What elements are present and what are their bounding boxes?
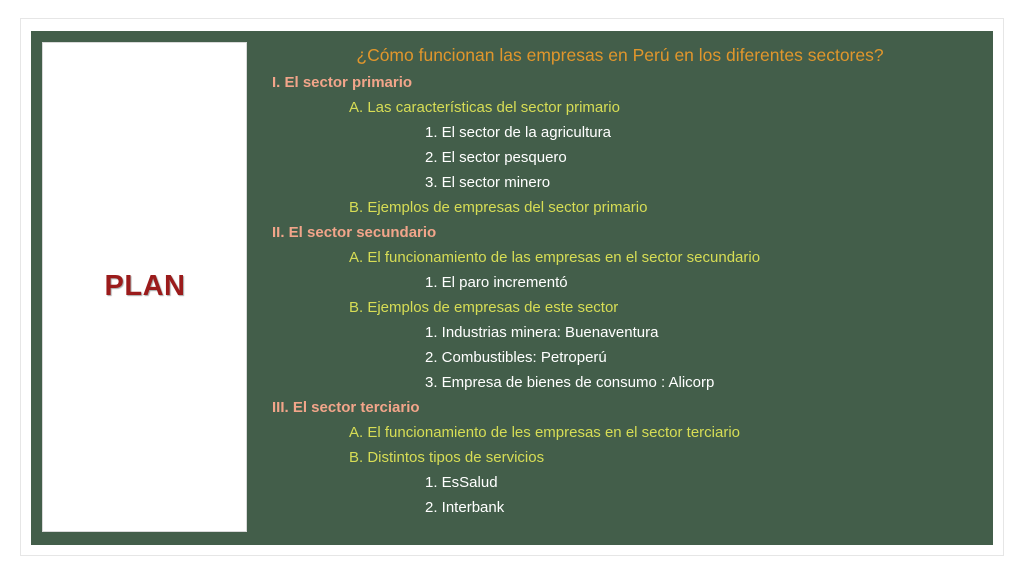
outline-item-level-3: 1. El sector de la agricultura bbox=[425, 124, 611, 141]
outline-item-level-3: 2. Combustibles: Petroperú bbox=[425, 349, 607, 366]
outline-item-level-2: B. Distintos tipos de servicios bbox=[349, 449, 545, 466]
outline-item-level-1: II. El sector secundario bbox=[272, 224, 437, 241]
outline-item-level-2: A. Las características del sector primario bbox=[349, 99, 620, 116]
outline-item-level-3: 1. El paro incrementó bbox=[425, 274, 568, 291]
outline-item-level-1: I. El sector primario bbox=[272, 74, 413, 91]
outline-item-level-3: 2. Interbank bbox=[425, 499, 505, 516]
outline-item-level-3: 3. Empresa de bienes de consumo : Alicorp bbox=[425, 374, 715, 391]
outline-item-level-3: 1. Industrias minera: Buenaventura bbox=[425, 324, 659, 341]
outline-item-level-2: A. El funcionamiento de las empresas en el sector secundario bbox=[349, 249, 761, 266]
outline-item-level-3: 3. El sector minero bbox=[425, 174, 551, 191]
plan-title: PLAN bbox=[104, 270, 186, 302]
outline-item-level-2: B. Ejemplos de empresas de este sector bbox=[349, 299, 619, 316]
outline-item-level-3: 2. El sector pesquero bbox=[425, 149, 567, 166]
slide-title: ¿Cómo funcionan las empresas en Perú en los diferentes sectores? bbox=[356, 45, 884, 65]
outline-item-level-3: 1. EsSalud bbox=[425, 474, 498, 491]
outline-item-level-2: A. El funcionamiento de les empresas en el sector terciario bbox=[349, 424, 741, 441]
outline-item-level-1: III. El sector terciario bbox=[272, 399, 420, 416]
outline-item-level-2: B. Ejemplos de empresas del sector primario bbox=[349, 199, 648, 216]
